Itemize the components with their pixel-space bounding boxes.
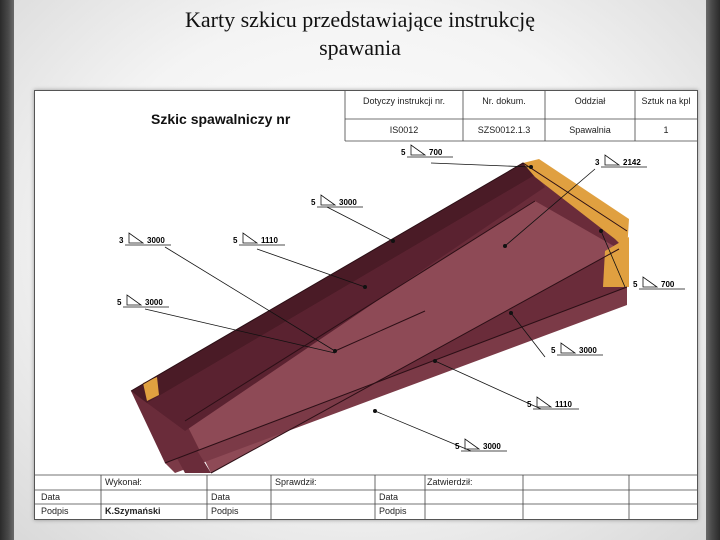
footer-data-2: Data <box>211 492 231 502</box>
footer-zatwierdzil: Zatwierdził: <box>427 477 473 487</box>
weld-throat: 5 <box>401 148 406 157</box>
footer-podpis-2: Podpis <box>211 506 239 516</box>
weld-symbol <box>401 145 453 157</box>
weld-throat: 5 <box>233 236 238 245</box>
footer-data-1: Data <box>41 492 61 502</box>
header-val-doc-number: SZS0012.1.3 <box>477 125 531 135</box>
fillet-weld-icon <box>643 277 657 287</box>
footer-data-3: Data <box>379 492 399 502</box>
weld-throat: 5 <box>551 346 556 355</box>
weld-symbol <box>117 295 169 307</box>
footer-podpis-3: Podpis <box>379 506 407 516</box>
slide-frame-left <box>0 0 14 540</box>
footer-name: K.Szymański <box>105 506 161 516</box>
weld-length: 3000 <box>579 346 597 355</box>
header-col-pieces: Sztuk na kpl <box>641 96 691 106</box>
weld-length: 1110 <box>555 400 572 409</box>
weld-sketch-drawing <box>35 91 697 519</box>
header-val-instruction: IS0012 <box>389 125 419 135</box>
weld-symbol <box>455 439 507 451</box>
fillet-weld-icon <box>605 155 619 165</box>
title-line-2: spawania <box>319 35 401 60</box>
weld-throat: 5 <box>633 280 638 289</box>
weld-symbol <box>233 233 285 245</box>
weld-length: 700 <box>429 148 443 157</box>
weld-symbol <box>311 195 363 207</box>
title-line-1: Karty szkicu przedstawiające instrukcję <box>184 7 535 32</box>
weld-symbol <box>551 343 603 355</box>
header-col-doc-number: Nr. dokum. <box>482 96 526 106</box>
weld-throat: 5 <box>527 400 532 409</box>
weld-length: 3000 <box>147 236 165 245</box>
header-val-pieces: 1 <box>663 125 669 135</box>
weld-symbol <box>119 233 171 245</box>
weld-symbol <box>527 397 579 409</box>
fillet-weld-icon <box>537 397 551 407</box>
container-box <box>131 159 629 473</box>
header-col-instruction: Dotyczy instrukcji nr. <box>362 96 446 106</box>
weld-throat: 5 <box>311 198 316 207</box>
weld-length: 3000 <box>483 442 501 451</box>
weld-throat: 5 <box>455 442 460 451</box>
weld-throat: 5 <box>117 298 122 307</box>
weld-length: 1110 <box>261 236 278 245</box>
weld-length: 700 <box>661 280 675 289</box>
footer-sprawdzil: Sprawdził: <box>275 477 317 487</box>
footer-wykonal: Wykonał: <box>105 477 142 487</box>
fillet-weld-icon <box>321 195 335 205</box>
weld-throat: 3 <box>119 236 124 245</box>
slide-title <box>0 6 720 62</box>
sketch-heading: Szkic spawalniczy nr <box>151 111 291 127</box>
fillet-weld-icon <box>129 233 143 243</box>
slide-frame-right <box>706 0 720 540</box>
fillet-weld-icon <box>127 295 141 305</box>
fillet-weld-icon <box>243 233 257 243</box>
weld-length: 3000 <box>145 298 163 307</box>
weld-symbol <box>595 155 647 167</box>
fillet-weld-icon <box>465 439 479 449</box>
fillet-weld-icon <box>561 343 575 353</box>
weld-sketch-sheet <box>34 90 698 520</box>
header-col-department: Oddział <box>574 96 606 106</box>
fillet-weld-icon <box>411 145 425 155</box>
weld-length: 3000 <box>339 198 357 207</box>
weld-symbol <box>633 277 685 289</box>
header-val-department: Spawalnia <box>569 125 611 135</box>
weld-length: 2142 <box>623 158 641 167</box>
weld-throat: 3 <box>595 158 600 167</box>
footer-podpis-1: Podpis <box>41 506 69 516</box>
